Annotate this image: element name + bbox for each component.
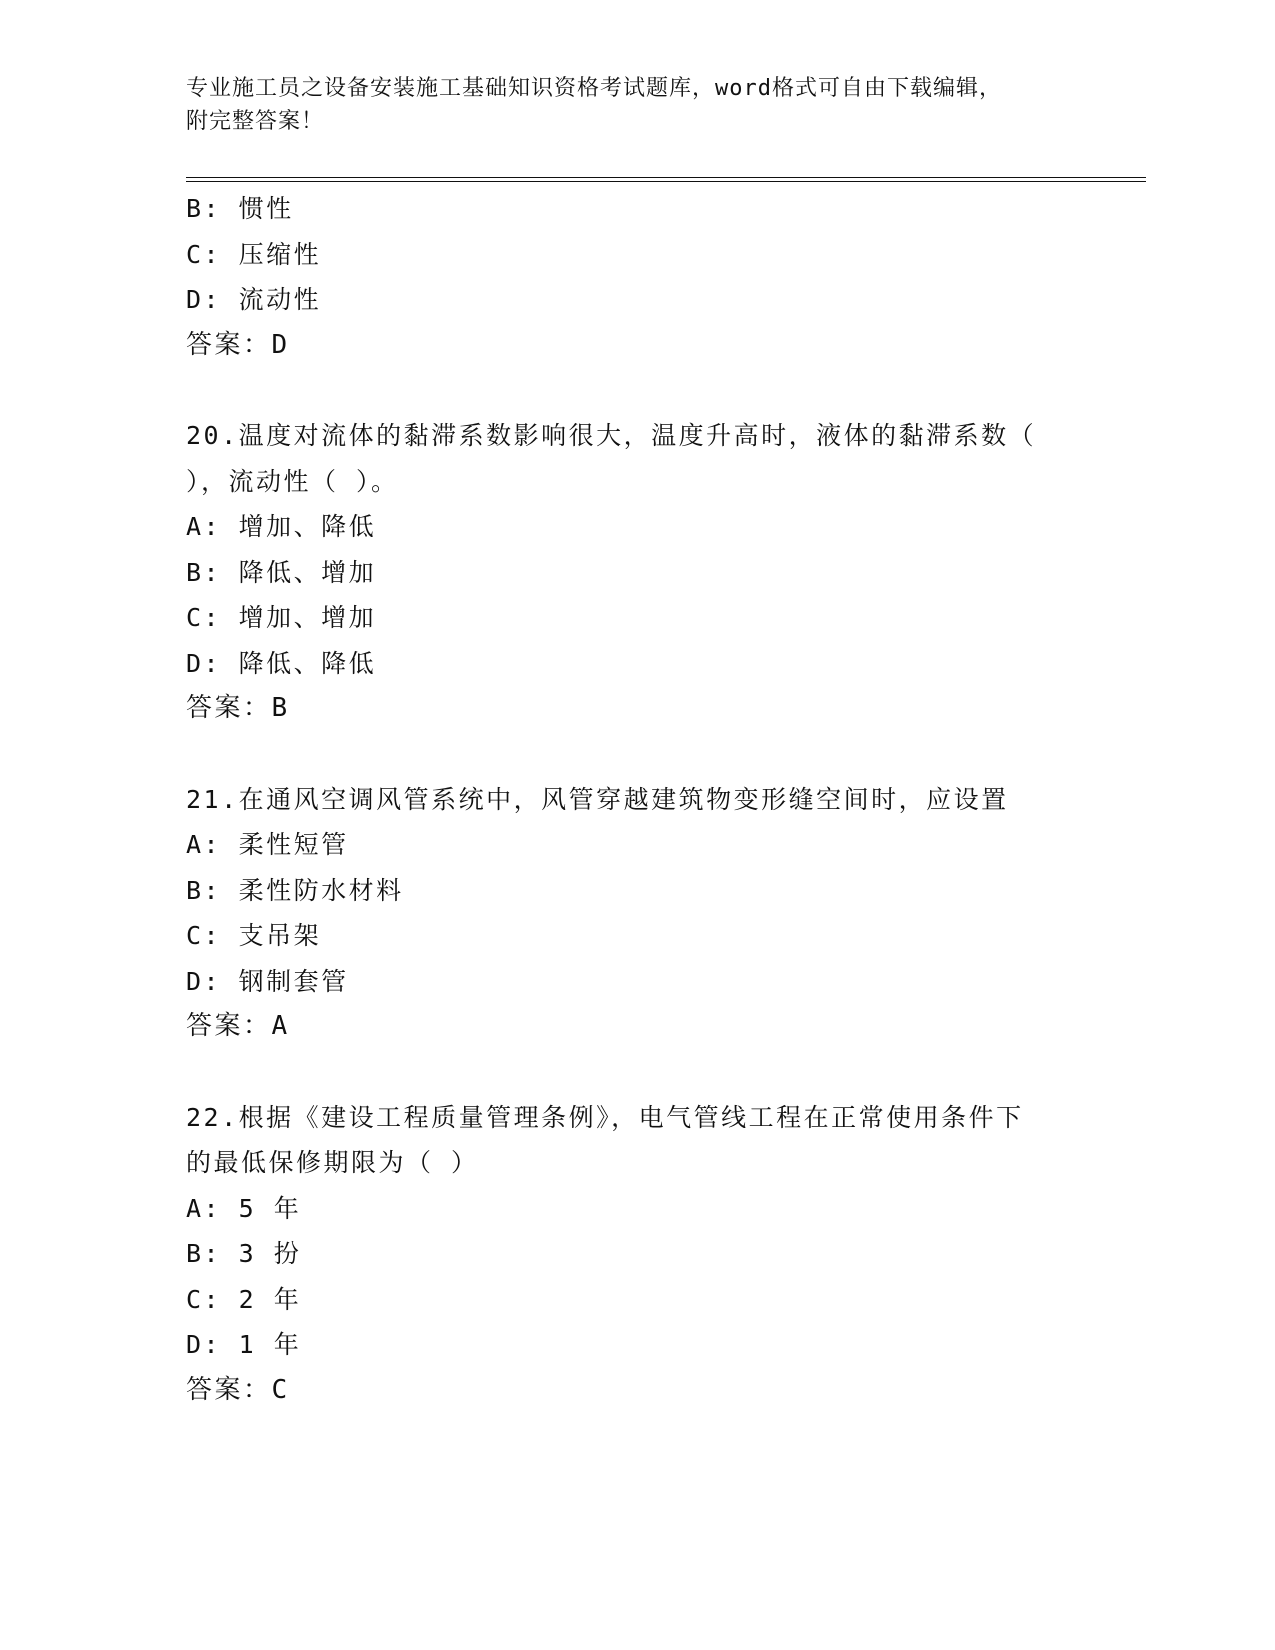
question-fragment [186, 186, 1086, 368]
question-20 [186, 413, 1086, 732]
question-text-line-2: ），流动性（ ）。 [186, 466, 399, 496]
answer: 答案：D [186, 329, 290, 360]
header-rule-bottom [186, 181, 1146, 182]
option-d: D: 流动性 [186, 285, 322, 314]
answer: 答案：B [186, 693, 290, 723]
option-a: A: 增加、降低 [186, 512, 377, 541]
option-b: B: 降低、增加 [186, 557, 377, 587]
question-22 [186, 1095, 1086, 1414]
option-d: D: 钢制套管 [186, 966, 349, 996]
question-text-line-1: 20.温度对流体的黏滞系数影响很大，温度升高时，液体的黏滞系数（ [186, 421, 1037, 450]
document-header [186, 72, 1066, 138]
question-text-line-1: 21.在通风空调风管系统中，风管穿越建筑物变形缝空间时，应设置 [186, 784, 1009, 814]
option-b: B: 柔性防水材料 [186, 875, 404, 905]
header-line-1: 专业施工员之设备安装施工基础知识资格考试题库，word格式可自由下载编辑， [186, 76, 1002, 101]
question-list [186, 186, 1086, 1413]
option-b: B: 惯性 [186, 194, 294, 223]
answer: 答案：A [186, 1011, 290, 1041]
option-c: C: 支吊架 [186, 921, 322, 950]
option-d: D: 降低、降低 [186, 648, 377, 678]
question-text-line-1: 22.根据《建设工程质量管理条例》，电气管线工程在正常使用条件下 [186, 1102, 1024, 1132]
option-a: A: 5 年 [186, 1193, 302, 1223]
answer: 答案：C [186, 1374, 290, 1405]
option-d: D: 1 年 [186, 1330, 302, 1359]
header-rule-top [186, 177, 1146, 178]
option-c: C: 2 年 [186, 1284, 302, 1314]
option-c: C: 增加、增加 [186, 603, 377, 632]
option-b: B: 3 扮 [186, 1239, 302, 1268]
option-c: C: 压缩性 [186, 239, 322, 269]
header-line-2: 附完整答案！ [186, 109, 325, 134]
question-21 [186, 777, 1086, 1050]
question-text-line-2: 的最低保修期限为（ ） [186, 1148, 479, 1177]
option-a: A: 柔性短管 [186, 830, 349, 859]
